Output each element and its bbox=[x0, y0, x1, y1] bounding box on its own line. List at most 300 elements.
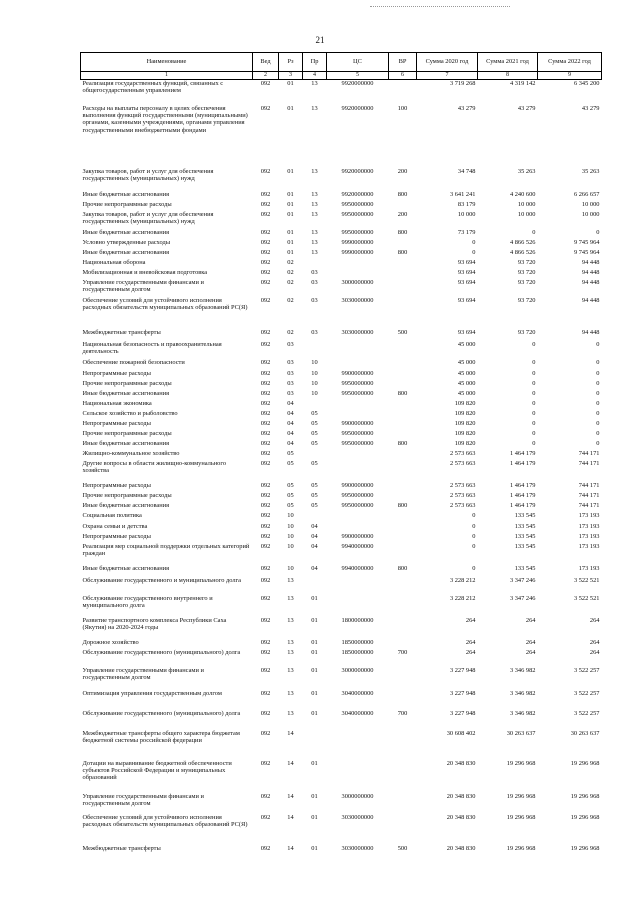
cell-cs: 9920000000 bbox=[341, 80, 374, 87]
cell-cs: 3040000000 bbox=[341, 709, 374, 717]
cell-s2022: 94 448 bbox=[581, 328, 600, 336]
cell-s2022: 264 bbox=[589, 638, 600, 646]
cell-name: Иные бюджетные ассигнования bbox=[82, 564, 170, 572]
cell-ved: 092 bbox=[260, 358, 271, 366]
cell-cs: 1800000000 bbox=[341, 616, 374, 624]
table-row bbox=[81, 595, 602, 617]
cell-pr bbox=[303, 450, 327, 460]
cell-s2021: 19 296 968 bbox=[506, 759, 536, 767]
cell-cs bbox=[327, 341, 389, 359]
cell-vr bbox=[389, 201, 417, 211]
cell-vr bbox=[389, 80, 417, 105]
table-row bbox=[81, 191, 602, 201]
cell-pr: 03 bbox=[311, 296, 318, 304]
table-row bbox=[81, 259, 602, 269]
cell-s2020: 73 179 bbox=[457, 228, 476, 236]
cell-s2022: 43 279 bbox=[581, 104, 600, 112]
cell-s2021: 10 000 bbox=[517, 210, 536, 218]
cell-s2021: 133 545 bbox=[514, 532, 536, 540]
cell-name: Обслуживание государственного и муниципального долга bbox=[82, 576, 241, 584]
cell-cs bbox=[327, 577, 389, 595]
cell-pr: 01 bbox=[311, 616, 318, 624]
cell-rz: 01 bbox=[287, 238, 294, 246]
column-number-pr: 4 bbox=[303, 72, 327, 80]
cell-name: Обслуживание государственного (муниципального) долга bbox=[82, 648, 241, 656]
column-header-vr: ВР bbox=[389, 53, 417, 72]
cell-ved: 092 bbox=[260, 638, 271, 646]
cell-s2022: 9 745 964 bbox=[573, 248, 600, 256]
cell-name: Обслуживание государственного внутреннего и муниципального долга bbox=[82, 594, 213, 609]
cell-pr bbox=[303, 730, 327, 760]
cell-vr: 800 bbox=[397, 228, 408, 236]
cell-s2020: 264 bbox=[465, 648, 476, 656]
cell-rz: 05 bbox=[287, 491, 294, 499]
table-row bbox=[81, 710, 602, 730]
cell-s2021: 1 464 179 bbox=[509, 481, 536, 489]
cell-s2022: 173 193 bbox=[578, 542, 600, 550]
cell-ved: 092 bbox=[260, 491, 271, 499]
cell-s2021: 30 263 637 bbox=[506, 729, 536, 737]
cell-s2022: 264 bbox=[589, 648, 600, 656]
cell-ved: 092 bbox=[260, 238, 271, 246]
cell-ved: 092 bbox=[260, 449, 271, 457]
cell-name: Непрограммные расходы bbox=[82, 532, 151, 540]
cell-s2021: 93 720 bbox=[517, 296, 536, 304]
cell-name: Расходы на выплаты персоналу в целях обеспечения выполнения функций государственными (муниципальными) органами, казенными учреждениями, органами управления государственными внебюджетными фондами bbox=[82, 104, 248, 134]
cell-rz: 03 bbox=[287, 369, 294, 377]
cell-rz: 14 bbox=[287, 729, 294, 737]
cell-rz: 01 bbox=[287, 200, 294, 208]
cell-name: Иные бюджетные ассигнования bbox=[82, 501, 170, 509]
cell-s2021: 19 296 968 bbox=[506, 813, 536, 821]
cell-ved: 092 bbox=[260, 532, 271, 540]
cell-s2021: 35 263 bbox=[517, 167, 536, 175]
cell-s2022: 0 bbox=[596, 429, 600, 437]
cell-ved: 092 bbox=[260, 709, 271, 717]
cell-ved: 092 bbox=[260, 542, 271, 550]
cell-cs: 3030000000 bbox=[341, 328, 374, 336]
cell-cs: 9950000000 bbox=[341, 379, 374, 387]
column-header-s2021: Сумма 2021 год bbox=[478, 53, 538, 72]
cell-name: Сельское хозяйство и рыболовство bbox=[82, 409, 178, 417]
cell-s2020: 10 000 bbox=[457, 210, 476, 218]
cell-vr bbox=[389, 595, 417, 617]
table-row bbox=[81, 390, 602, 400]
cell-s2020: 93 694 bbox=[457, 258, 476, 266]
table-row bbox=[81, 649, 602, 667]
cell-cs: 9950000000 bbox=[341, 200, 374, 208]
cell-name: Непрограммные расходы bbox=[82, 369, 151, 377]
cell-name: Обеспечение условий для устойчивого исполнения расходных обязательств муниципальных образований РС(Я) bbox=[82, 813, 248, 828]
page-number: 21 bbox=[315, 35, 325, 45]
table-row bbox=[81, 410, 602, 420]
cell-cs: 9900000000 bbox=[341, 532, 374, 540]
cell-s2022: 3 522 521 bbox=[573, 594, 600, 602]
cell-s2020: 2 573 663 bbox=[449, 449, 476, 457]
cell-pr: 01 bbox=[311, 638, 318, 646]
cell-cs: 3000000000 bbox=[341, 792, 374, 800]
cell-s2021: 0 bbox=[532, 389, 536, 397]
cell-s2020: 30 608 402 bbox=[446, 729, 476, 737]
cell-s2021: 0 bbox=[532, 419, 536, 427]
cell-cs: 9940000000 bbox=[341, 564, 374, 572]
header-row bbox=[81, 53, 602, 72]
cell-ved: 092 bbox=[260, 369, 271, 377]
cell-vr bbox=[389, 639, 417, 649]
table-row bbox=[81, 201, 602, 211]
table-row bbox=[81, 279, 602, 297]
cell-ved: 092 bbox=[260, 340, 271, 348]
cell-s2020: 3 227 948 bbox=[449, 709, 476, 717]
cell-vr bbox=[389, 239, 417, 249]
cell-s2021: 264 bbox=[525, 638, 536, 646]
cell-ved: 092 bbox=[260, 409, 271, 417]
cell-s2022: 0 bbox=[596, 439, 600, 447]
table-row bbox=[81, 105, 602, 168]
cell-rz: 10 bbox=[287, 511, 294, 519]
cell-rz: 14 bbox=[287, 844, 294, 852]
cell-name: Прочие непрограммные расходы bbox=[82, 429, 172, 437]
cell-ved: 092 bbox=[260, 564, 271, 572]
table-row bbox=[81, 269, 602, 279]
cell-s2022: 173 193 bbox=[578, 532, 600, 540]
cell-cs: 9990000000 bbox=[341, 238, 374, 246]
cell-s2022: 0 bbox=[596, 399, 600, 407]
cell-rz: 04 bbox=[287, 409, 294, 417]
cell-cs bbox=[327, 760, 389, 793]
cell-s2021: 264 bbox=[525, 648, 536, 656]
cell-vr bbox=[389, 577, 417, 595]
cell-rz: 02 bbox=[287, 328, 294, 336]
cell-vr bbox=[389, 259, 417, 269]
cell-cs: 9940000000 bbox=[341, 542, 374, 550]
cell-name: Прочие непрограммные расходы bbox=[82, 379, 172, 387]
cell-ved: 092 bbox=[260, 813, 271, 821]
cell-rz: 01 bbox=[287, 190, 294, 198]
cell-s2020: 3 641 241 bbox=[449, 190, 476, 198]
cell-name: Охрана семьи и детства bbox=[82, 522, 148, 530]
table-row bbox=[81, 229, 602, 239]
cell-s2022: 173 193 bbox=[578, 522, 600, 530]
table-row bbox=[81, 845, 602, 855]
cell-s2020: 3 228 212 bbox=[449, 594, 476, 602]
cell-cs bbox=[327, 400, 389, 410]
column-number-rz: 3 bbox=[279, 72, 303, 80]
cell-s2022: 0 bbox=[596, 419, 600, 427]
table-row bbox=[81, 730, 602, 760]
cell-rz: 01 bbox=[287, 104, 294, 112]
cell-name: Закупка товаров, работ и услуг для обеспечения государственных (муниципальных) нужд bbox=[82, 167, 214, 182]
cell-rz: 13 bbox=[287, 689, 294, 697]
cell-s2022: 0 bbox=[596, 369, 600, 377]
cell-s2021: 133 545 bbox=[514, 522, 536, 530]
cell-vr bbox=[389, 617, 417, 639]
cell-name: Обслуживание государственного (муниципального) долга bbox=[82, 709, 241, 717]
cell-pr: 01 bbox=[311, 594, 318, 602]
cell-rz: 01 bbox=[287, 210, 294, 218]
cell-cs: 9950000000 bbox=[341, 228, 374, 236]
cell-ved: 092 bbox=[260, 459, 271, 467]
cell-vr: 200 bbox=[397, 167, 408, 175]
cell-rz: 13 bbox=[287, 638, 294, 646]
cell-pr: 13 bbox=[311, 80, 318, 87]
cell-s2022: 0 bbox=[596, 409, 600, 417]
cell-cs: 9950000000 bbox=[341, 389, 374, 397]
cell-rz: 13 bbox=[287, 616, 294, 624]
cell-rz: 04 bbox=[287, 439, 294, 447]
table-row bbox=[81, 359, 602, 370]
cell-pr: 13 bbox=[311, 190, 318, 198]
cell-s2022: 10 000 bbox=[581, 210, 600, 218]
cell-s2021: 1 464 179 bbox=[509, 459, 536, 467]
cell-s2021: 0 bbox=[532, 369, 536, 377]
cell-name: Обеспечение условий для устойчивого исполнения расходных обязательств муниципальных образований РС(Я) bbox=[82, 296, 248, 311]
cell-name: Непрограммные расходы bbox=[82, 419, 151, 427]
column-number-s2020: 7 bbox=[417, 72, 478, 80]
cell-s2020: 109 820 bbox=[454, 419, 476, 427]
cell-name: Развитие транспортного комплекса Республики Саха (Якутия) на 2020-2024 годы bbox=[82, 616, 227, 631]
cell-pr: 13 bbox=[311, 228, 318, 236]
cell-rz: 14 bbox=[287, 813, 294, 821]
cell-s2021: 3 346 982 bbox=[509, 709, 536, 717]
table-row bbox=[81, 512, 602, 523]
column-number-name: 1 bbox=[81, 72, 253, 80]
cell-rz: 13 bbox=[287, 709, 294, 717]
cell-s2020: 45 000 bbox=[457, 379, 476, 387]
cell-s2020: 20 348 830 bbox=[446, 759, 476, 767]
cell-ved: 092 bbox=[260, 729, 271, 737]
cell-cs: 3000000000 bbox=[341, 666, 374, 674]
cell-cs: 9900000000 bbox=[341, 369, 374, 377]
cell-rz: 01 bbox=[287, 80, 294, 87]
cell-name: Жилищно-коммунальное хозяйство bbox=[82, 449, 180, 457]
cell-pr: 01 bbox=[311, 689, 318, 697]
cell-s2022: 0 bbox=[596, 379, 600, 387]
cell-ved: 092 bbox=[260, 481, 271, 489]
cell-pr: 05 bbox=[311, 409, 318, 417]
cell-s2022: 19 296 968 bbox=[570, 792, 600, 800]
table-row bbox=[81, 168, 602, 191]
column-number-s2022: 9 bbox=[538, 72, 602, 80]
cell-s2022: 744 171 bbox=[578, 459, 600, 467]
cell-pr: 01 bbox=[311, 792, 318, 800]
column-header-s2020: Сумма 2020 год bbox=[417, 53, 478, 72]
cell-s2020: 93 694 bbox=[457, 278, 476, 286]
cell-pr: 05 bbox=[311, 419, 318, 427]
cell-cs: 9920000000 bbox=[341, 167, 374, 175]
cell-s2021: 0 bbox=[532, 340, 536, 348]
cell-ved: 092 bbox=[260, 648, 271, 656]
cell-s2020: 264 bbox=[465, 616, 476, 624]
cell-pr: 13 bbox=[311, 210, 318, 218]
cell-s2022: 0 bbox=[596, 228, 600, 236]
cell-rz: 05 bbox=[287, 501, 294, 509]
cell-s2022: 264 bbox=[589, 616, 600, 624]
cell-name: Обеспечение пожарной безопасности bbox=[82, 358, 185, 366]
cell-s2021: 93 720 bbox=[517, 328, 536, 336]
cell-s2020: 0 bbox=[472, 248, 476, 256]
cell-s2021: 0 bbox=[532, 228, 536, 236]
cell-s2022: 0 bbox=[596, 340, 600, 348]
cell-s2021: 4 866 526 bbox=[509, 248, 536, 256]
cell-rz: 03 bbox=[287, 379, 294, 387]
cell-name: Закупка товаров, работ и услуг для обеспечения государственных (муниципальных) нужд bbox=[82, 210, 214, 225]
cell-cs: 9900000000 bbox=[341, 481, 374, 489]
cell-s2022: 3 522 257 bbox=[573, 666, 600, 674]
cell-s2021: 10 000 bbox=[517, 200, 536, 208]
cell-cs bbox=[327, 460, 389, 482]
cell-pr: 13 bbox=[311, 167, 318, 175]
cell-s2020: 109 820 bbox=[454, 399, 476, 407]
cell-rz: 02 bbox=[287, 296, 294, 304]
cell-rz: 10 bbox=[287, 522, 294, 530]
cell-s2022: 35 263 bbox=[581, 167, 600, 175]
cell-pr: 01 bbox=[311, 648, 318, 656]
cell-ved: 092 bbox=[260, 399, 271, 407]
cell-vr: 200 bbox=[397, 210, 408, 218]
cell-pr: 05 bbox=[311, 429, 318, 437]
cell-s2020: 0 bbox=[472, 522, 476, 530]
cell-s2022: 94 448 bbox=[581, 268, 600, 276]
table-row bbox=[81, 249, 602, 259]
cell-s2022: 744 171 bbox=[578, 481, 600, 489]
cell-s2020: 2 573 663 bbox=[449, 481, 476, 489]
cell-ved: 092 bbox=[260, 389, 271, 397]
cell-s2021: 1 464 179 bbox=[509, 449, 536, 457]
cell-s2021: 0 bbox=[532, 358, 536, 366]
cell-rz: 03 bbox=[287, 389, 294, 397]
cell-s2022: 19 296 968 bbox=[570, 759, 600, 767]
table-row bbox=[81, 370, 602, 380]
cell-name: Другие вопросы в области жилищно-коммунального хозяйства bbox=[82, 459, 227, 474]
cell-cs bbox=[327, 595, 389, 617]
cell-rz: 10 bbox=[287, 564, 294, 572]
table-row bbox=[81, 440, 602, 450]
cell-cs bbox=[327, 269, 389, 279]
cell-ved: 092 bbox=[260, 511, 271, 519]
cell-name: Дорожное хозяйство bbox=[82, 638, 139, 646]
cell-ved: 092 bbox=[260, 190, 271, 198]
cell-pr bbox=[303, 341, 327, 359]
cell-name: Межбюджетные трансферты bbox=[82, 844, 161, 852]
cell-s2020: 2 573 663 bbox=[449, 459, 476, 467]
table-row bbox=[81, 523, 602, 533]
cell-ved: 092 bbox=[260, 80, 271, 87]
cell-s2021: 3 347 246 bbox=[509, 594, 536, 602]
cell-vr bbox=[389, 793, 417, 814]
cell-s2022: 744 171 bbox=[578, 449, 600, 457]
cell-s2020: 3 719 268 bbox=[449, 80, 476, 87]
cell-name: Условно утвержденные расходы bbox=[82, 238, 171, 246]
cell-s2020: 0 bbox=[472, 542, 476, 550]
cell-cs: 9950000000 bbox=[341, 501, 374, 509]
cell-name: Непрограммные расходы bbox=[82, 481, 151, 489]
cell-vr: 800 bbox=[397, 501, 408, 509]
cell-ved: 092 bbox=[260, 210, 271, 218]
cell-s2021: 93 720 bbox=[517, 258, 536, 266]
cell-ved: 092 bbox=[260, 439, 271, 447]
column-number-vr: 6 bbox=[389, 72, 417, 80]
cell-name: Реализация мер социальной поддержки отдельных категорий граждан bbox=[82, 542, 250, 557]
cell-vr bbox=[389, 533, 417, 543]
cell-s2020: 2 573 663 bbox=[449, 501, 476, 509]
cell-pr: 01 bbox=[311, 844, 318, 852]
cell-s2020: 3 228 212 bbox=[449, 576, 476, 584]
cell-cs: 9920000000 bbox=[341, 104, 374, 112]
cell-s2021: 0 bbox=[532, 439, 536, 447]
cell-pr bbox=[303, 259, 327, 269]
cell-s2021: 93 720 bbox=[517, 278, 536, 286]
cell-ved: 092 bbox=[260, 666, 271, 674]
cell-rz: 05 bbox=[287, 459, 294, 467]
cell-s2020: 3 227 948 bbox=[449, 666, 476, 674]
cell-cs: 3040000000 bbox=[341, 689, 374, 697]
cell-rz: 13 bbox=[287, 594, 294, 602]
cell-s2020: 45 000 bbox=[457, 358, 476, 366]
cell-cs: 9950000000 bbox=[341, 210, 374, 218]
cell-s2020: 83 179 bbox=[457, 200, 476, 208]
table-row bbox=[81, 341, 602, 359]
cell-s2020: 3 227 948 bbox=[449, 689, 476, 697]
cell-ved: 092 bbox=[260, 792, 271, 800]
cell-name: Прочие непрограммные расходы bbox=[82, 491, 172, 499]
cell-name: Реализация государственных функций, связанных с общегосударственным управлением bbox=[82, 80, 224, 95]
cell-pr: 05 bbox=[311, 481, 318, 489]
cell-vr bbox=[389, 341, 417, 359]
cell-ved: 092 bbox=[260, 429, 271, 437]
column-header-rz: Рз bbox=[279, 53, 303, 72]
cell-s2021: 0 bbox=[532, 429, 536, 437]
cell-vr: 800 bbox=[397, 389, 408, 397]
cell-ved: 092 bbox=[260, 278, 271, 286]
cell-s2021: 3 346 982 bbox=[509, 666, 536, 674]
cell-ved: 092 bbox=[260, 594, 271, 602]
cell-vr: 700 bbox=[397, 709, 408, 717]
cell-ved: 092 bbox=[260, 328, 271, 336]
cell-pr: 04 bbox=[311, 542, 318, 550]
table-row bbox=[81, 329, 602, 341]
cell-rz: 03 bbox=[287, 340, 294, 348]
cell-name: Мобилизационная и вневойсковая подготовка bbox=[82, 268, 208, 276]
cell-rz: 13 bbox=[287, 666, 294, 674]
column-header-cs: ЦС bbox=[327, 53, 389, 72]
cell-name: Иные бюджетные ассигнования bbox=[82, 439, 170, 447]
cell-pr: 13 bbox=[311, 200, 318, 208]
table-row bbox=[81, 690, 602, 710]
cell-vr bbox=[389, 482, 417, 492]
cell-vr bbox=[389, 359, 417, 370]
cell-pr: 05 bbox=[311, 439, 318, 447]
cell-vr bbox=[389, 760, 417, 793]
cell-cs: 1850000000 bbox=[341, 638, 374, 646]
cell-name: Межбюджетные трансферты bbox=[82, 328, 161, 336]
cell-name: Социальная политика bbox=[82, 511, 142, 519]
table-row bbox=[81, 565, 602, 577]
table-row bbox=[81, 297, 602, 329]
cell-rz: 13 bbox=[287, 576, 294, 584]
cell-cs: 9990000000 bbox=[341, 248, 374, 256]
cell-pr: 05 bbox=[311, 501, 318, 509]
cell-vr bbox=[389, 430, 417, 440]
table-row bbox=[81, 667, 602, 690]
cell-rz: 01 bbox=[287, 228, 294, 236]
cell-rz: 14 bbox=[287, 759, 294, 767]
cell-s2022: 19 296 968 bbox=[570, 813, 600, 821]
cell-s2020: 2 573 663 bbox=[449, 491, 476, 499]
cell-pr: 01 bbox=[311, 666, 318, 674]
cell-rz: 03 bbox=[287, 358, 294, 366]
cell-name: Национальная безопасность и правоохранительная деятельность bbox=[82, 340, 222, 355]
